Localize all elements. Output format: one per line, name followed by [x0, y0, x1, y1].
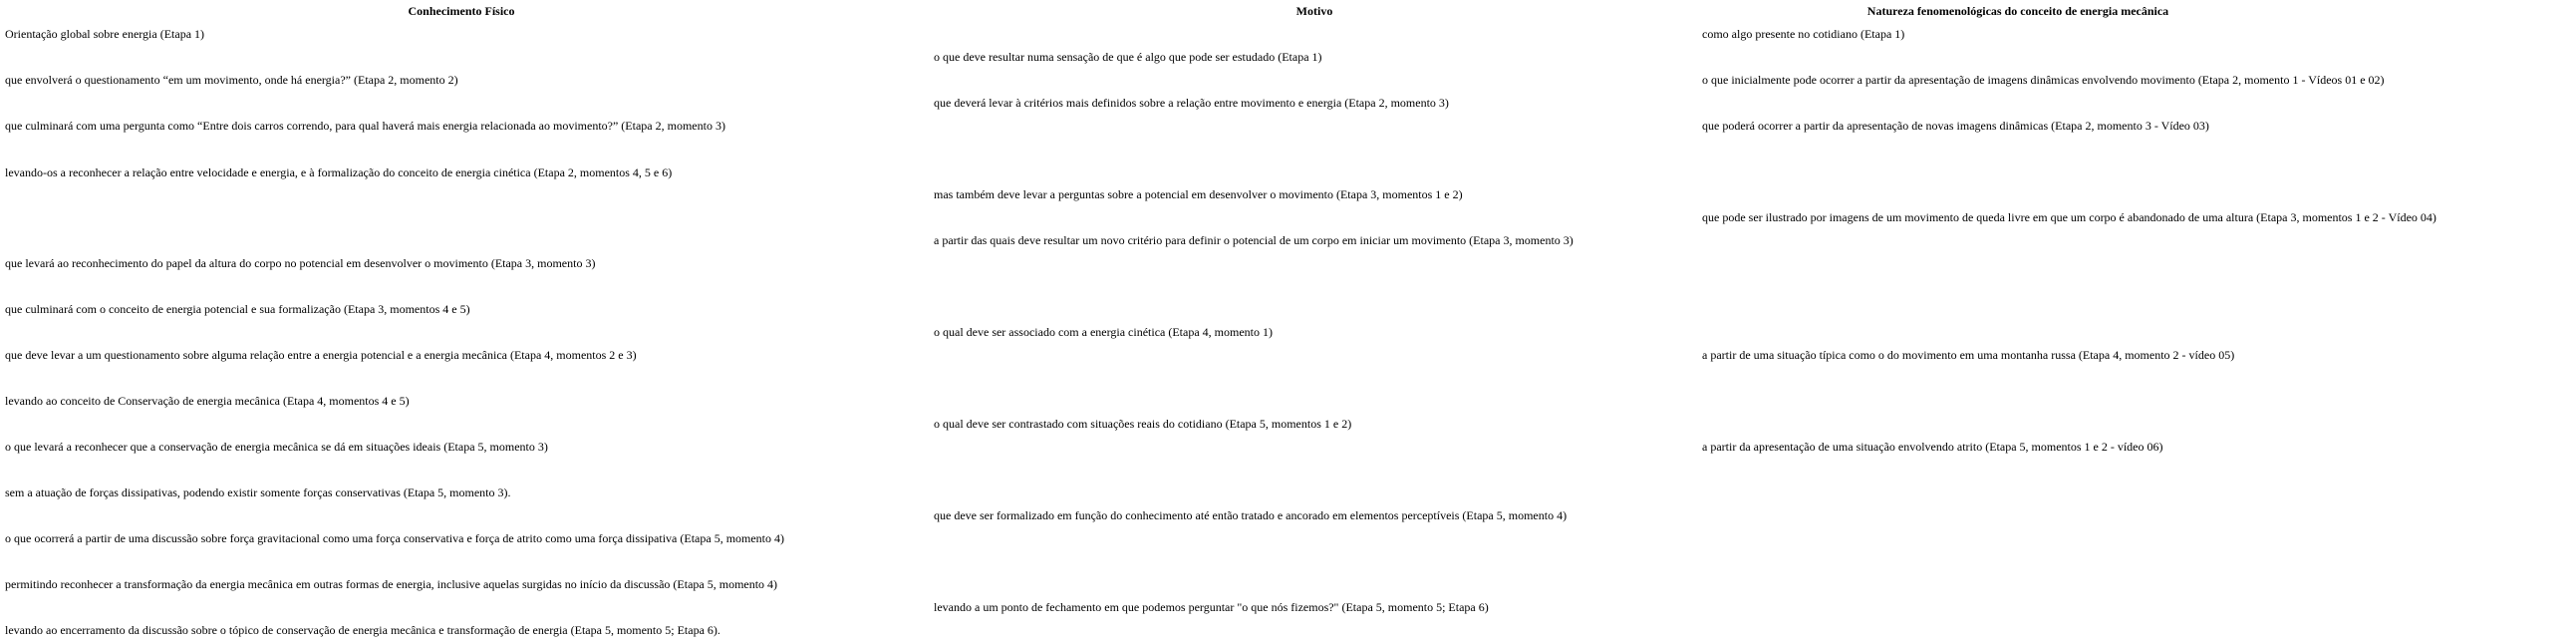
col3-row-4: que pode ser ilustrado por imagens de um movimento de queda livre em que um corpo é abandonado de uma altura (Etapa 3, momentos 1 e 2 - Vídeo 04) [1702, 210, 2436, 224]
col1-row-13: levando ao encerramento da discussão sobre o tópico de conservação de energia mecânica e transformação de energia (Etapa 5, momento 5; Etapa 6). [5, 623, 720, 637]
col1-row-10: sem a atuação de forças dissipativas, podendo existir somente forças conservativas (Etapa 5, momento 3). [5, 485, 511, 499]
col3-row-1: como algo presente no cotidiano (Etapa 1) [1702, 27, 1905, 41]
col1-row-3: que culminará com uma pergunta como “Entre dois carros correndo, para qual haverá mais energia relacionada ao movimento?” (Etapa 2, momento 3) [5, 119, 725, 133]
col1-row-8: levando ao conceito de Conservação de energia mecânica (Etapa 4, momentos 4 e 5) [5, 394, 410, 408]
col1-row-2: que envolverá o questionamento “em um movimento, onde há energia?” (Etapa 2, momento 2) [5, 73, 458, 87]
col3-row-5: a partir de uma situação típica como o do movimento em uma montanha russa (Etapa 4, momento 2 - vídeo 05) [1702, 348, 2235, 362]
col3-row-6: a partir da apresentação de uma situação envolvendo atrito (Etapa 5, momentos 1 e 2 - vídeo 06) [1702, 440, 2163, 454]
col1-row-1: Orientação global sobre energia (Etapa 1) [5, 27, 205, 41]
header-motivo: Motivo [1295, 4, 1333, 18]
header-conhecimento-fisico: Conhecimento Físico [408, 4, 515, 18]
col2-row-3: mas também deve levar a perguntas sobre a potencial em desenvolver o movimento (Etapa 3, momentos 1 e 2) [934, 187, 1463, 201]
col2-row-5: o qual deve ser associado com a energia cinética (Etapa 4, momento 1) [934, 325, 1273, 339]
col1-row-6: que culminará com o conceito de energia potencial e sua formalização (Etapa 3, momentos 4 e 5) [5, 302, 470, 316]
col2-row-4: a partir das quais deve resultar um novo critério para definir o potencial de um corpo em iniciar um movimento (Etapa 3, momento 3) [934, 233, 1574, 247]
col3-row-3: que poderá ocorrer a partir da apresentação de novas imagens dinâmicas (Etapa 2, momento 3 - Vídeo 03) [1702, 119, 2209, 133]
col1-row-12: permitindo reconhecer a transformação da energia mecânica em outras formas de energia, inclusive aquelas surgidas no início da discussão (Etapa 5, momento 4) [5, 577, 778, 591]
col1-row-4: levando-os a reconhecer a relação entre velocidade e energia, e à formalização do conceito de energia cinética (Etapa 2, momentos 4, 5 e 6) [5, 165, 673, 179]
header-natureza-fenomenologica: Natureza fenomenológicas do conceito de energia mecânica [1866, 4, 2169, 18]
col2-row-2: que deverá levar à critérios mais definidos sobre a relação entre movimento e energia (Etapa 2, momento 3) [934, 96, 1449, 110]
col2-row-8: levando a um ponto de fechamento em que podemos perguntar "o que nós fizemos?" (Etapa 5, momento 5; Etapa 6) [934, 600, 1489, 614]
col1-row-11: o que ocorrerá a partir de uma discussão sobre força gravitacional como uma força conservativa e força de atrito como uma força dissipativa (Etapa 5, momento 4) [5, 531, 785, 545]
col1-row-5: que levará ao reconhecimento do papel da altura do corpo no potencial em desenvolver o movimento (Etapa 3, momento 3) [5, 256, 596, 270]
col3-row-2: o que inicialmente pode ocorrer a partir da apresentação de imagens dinâmicas envolvendo movimento (Etapa 2, momento 1 - Vídeos 01 e 02) [1702, 73, 2385, 87]
col1-row-7: que deve levar a um questionamento sobre alguma relação entre a energia potencial e a energia mecânica (Etapa 4, momentos 2 e 3) [5, 348, 637, 362]
col2-row-6: o qual deve ser contrastado com situações reais do cotidiano (Etapa 5, momentos 1 e 2) [934, 417, 1352, 431]
col2-row-7: que deve ser formalizado em função do conhecimento até então tratado e ancorado em elementos perceptíveis (Etapa 5, momento 4) [934, 508, 1568, 522]
col2-row-1: o que deve resultar numa sensação de que é algo que pode ser estudado (Etapa 1) [934, 50, 1322, 64]
col1-row-9: o que levará a reconhecer que a conservação de energia mecânica se dá em situações ideais (Etapa 5, momento 3) [5, 440, 548, 454]
